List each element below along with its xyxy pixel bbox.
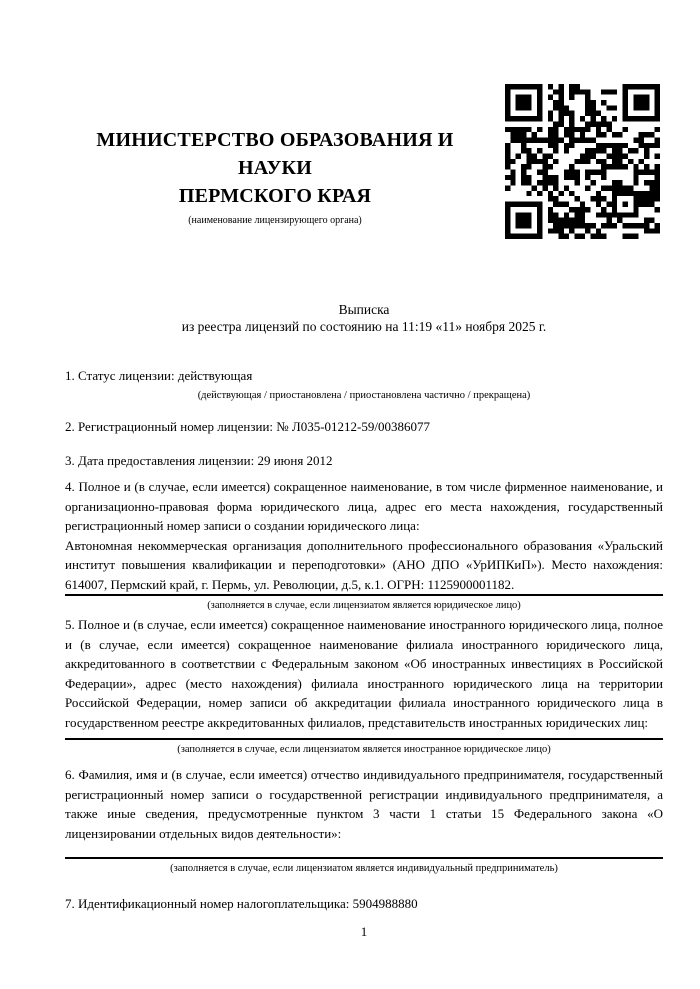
grant-date-section <box>65 451 663 471</box>
document-title <box>65 301 663 335</box>
foreign-entity-label: 5. Полное и (в случае, если имеется) сокращенное наименование иностранного юридического лица, полное и (в случае, если имеется) сокращенное наименование филиала иностранного юридического лица, аккредитованного в соответствии с Федеральным законом «Об иностранных инвестициях в Российской Федерации», адрес (место нахождения) филиала иностранного юридического лица на территории Российской Федерации, номер записи об аккредитации филиала иностранного юридического лица в государственном реестре аккредитованных филиалов, представительств иностранных юридических лиц: <box>65 617 663 730</box>
legal-entity-label: 4. Полное и (в случае, если имеется) сокращенное наименование, в том числе фирменное наименование, и организационно-правовая форма юридического лица, адрес его места нахождения, государственный регистрационный номер записи о создании юридического лица: <box>65 479 663 533</box>
foreign-entity-fill-line <box>65 738 663 740</box>
qr-code <box>505 84 660 239</box>
page-number: 1 <box>360 924 368 939</box>
title-date-line: из реестра лицензий по состоянию на 11:19 «11» ноября 2025 г. <box>181 319 547 334</box>
licensing-authority-name <box>65 126 485 210</box>
authority-name-line-2: ПЕРМСКОГО КРАЯ <box>178 185 372 207</box>
taxpayer-number-text: 7. Идентификационный номер налогоплательщика: 5904988880 <box>65 896 418 911</box>
grant-date-text: 3. Дата предоставления лицензии: 29 июня 2012 <box>65 453 333 468</box>
entrepreneur-caption: (заполняется в случае, если лицензиатом является индивидуальный предприниматель) <box>170 863 558 874</box>
authority-name-line-1: МИНИСТЕРСТВО ОБРАЗОВАНИЯ И НАУКИ <box>96 129 454 179</box>
license-status-options-caption: (действующая / приостановлена / приостановлена частично / прекращена) <box>197 389 531 401</box>
foreign-entity-caption: (заполняется в случае, если лицензиатом является иностранное юридическое лицо) <box>177 744 551 755</box>
license-status-section <box>65 366 663 402</box>
legal-entity-caption: (заполняется в случае, если лицензиатом является юридическое лицо) <box>207 600 521 611</box>
legal-entity-section <box>65 477 663 612</box>
title-line: Выписка <box>338 302 390 317</box>
taxpayer-number-section <box>65 894 663 914</box>
registration-number-text: 2. Регистрационный номер лицензии: № Л035-01212-59/00386077 <box>65 419 431 434</box>
authority-name-caption: (наименование лицензирующего органа) <box>188 215 362 226</box>
legal-entity-fill-line <box>65 594 663 596</box>
legal-entity-value: Автономная некоммерческая организация дополнительного профессионального образования «Уральский институт повышения квалификации и переподготовки» (АНО ДПО «УрИПКиП»). Место нахождения: 614007, Пермский край, г. Пермь, ул. Революции, д.5, к.1. ОГРН: 1125900001182. <box>65 537 663 592</box>
ministry-header <box>65 126 485 227</box>
entrepreneur-label: 6. Фамилия, имя и (в случае, если имеется) отчество индивидуального предпринимателя, государственный регистрационный номер записи о государственной регистрации индивидуального предпринимателя, а также иные сведения, предусмотренные пунктом 3 части 1 статьи 15 Федерального закона «О лицензировании отдельных видов деятельности»: <box>65 767 663 841</box>
entrepreneur-fill-line <box>65 857 663 859</box>
entrepreneur-section <box>65 765 663 875</box>
license-status-text: 1. Статус лицензии: действующая <box>65 368 253 383</box>
foreign-entity-section <box>65 615 663 756</box>
registration-number-section <box>65 417 663 437</box>
